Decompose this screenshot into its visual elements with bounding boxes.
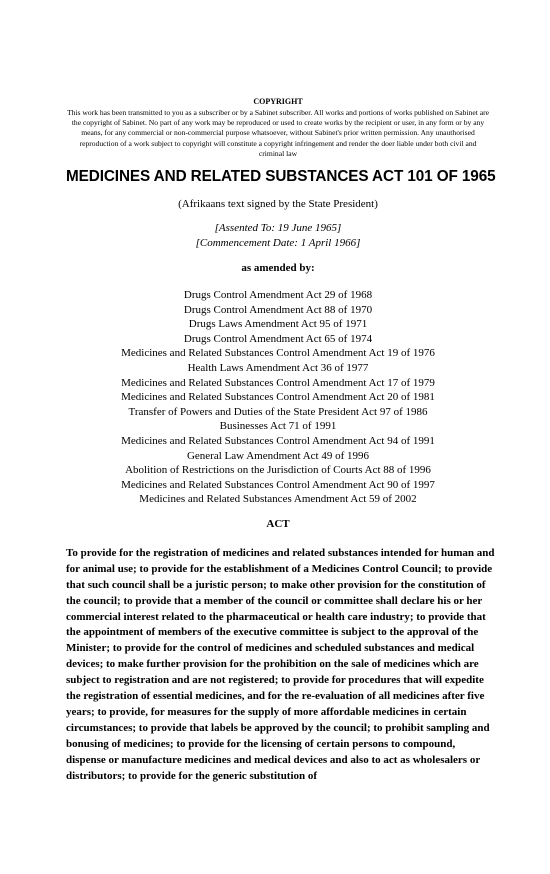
amendment-item: Medicines and Related Substances Control Amendment Act 19 of 1976 xyxy=(121,347,435,360)
amended-heading: as amended by: xyxy=(241,262,315,275)
amendment-item: Medicines and Related Substances Control Amendment Act 20 of 1981 xyxy=(121,391,435,404)
commencement-date: [Commencement Date: 1 April 1966] xyxy=(195,237,361,250)
amendment-item: Drugs Control Amendment Act 88 of 1970 xyxy=(183,303,373,316)
amendment-item: Medicines and Related Substances Control Amendment Act 94 of 1991 xyxy=(121,434,435,447)
long-title: To provide for the registration of medicines and related substances intended for human and for animal use; to provide for the establishment of a Medicines Control Council; to provide that such council shall be a juristic person; to make other provision for the constitution of the council; to provide that a member of the council or committee shall declare his or her commercial interest related to the pharmaceutical or health care industry; to provide that the appointment of members of the executive committee is subject to the approval of the Minister; to provide for the control of medicines and scheduled substances and medical devices; to make further provision for the prohibition on the sale of medicines which are subject to registration and are not registered; to provide for procedures that will expedite the registration of essential medicines, and for the re-evaluation of all medicines after five years; to provide, for measures for the supply of more affordable medicines in certain circumstances; to provide that labels be approved by the council; to prohibit sampling and bonusing of medicines; to provide for the licensing of certain persons to compound, dispense or manufacture medicines and medical devices and also to act as wholesalers or distributors; to provide for the generic substitution of xyxy=(66,546,495,782)
assented-date: [Assented To: 19 June 1965] xyxy=(214,222,342,235)
amendment-item: Medicines and Related Substances Control Amendment Act 17 of 1979 xyxy=(121,376,435,389)
amendment-item: Businesses Act 71 of 1991 xyxy=(219,420,337,433)
amendment-item: Drugs Control Amendment Act 29 of 1968 xyxy=(183,289,373,302)
act-title: MEDICINES AND RELATED SUBSTANCES ACT 101 OF 1965 xyxy=(66,168,496,186)
copyright-title: COPYRIGHT xyxy=(253,97,303,106)
signed-note: (Afrikaans text signed by the State President) xyxy=(178,198,378,211)
amendment-item: General Law Amendment Act 49 of 1996 xyxy=(186,449,370,462)
amendment-item: Transfer of Powers and Duties of the State President Act 97 of 1986 xyxy=(128,405,428,418)
copyright-text: This work has been transmitted to you as a subscriber or by a Sabinet subscriber. All works and portions of works published on Sabinet are the copyright of Sabinet. No part of any work may be reproduced or used to create works by the recipient or user, in any form or by any means, for any commercial or non-commercial purpose whatsoever, without Sabinet's prior written permission. Any unauthorised reproduction of a work subject to copyright will constitute a copyright infringement and render the doer liable under both civil and criminal law xyxy=(66,108,489,158)
amendment-list xyxy=(66,288,490,507)
act-dates xyxy=(66,221,490,251)
amendment-item: Medicines and Related Substances Control Amendment Act 90 of 1997 xyxy=(121,478,435,491)
amendment-item: Health Laws Amendment Act 36 of 1977 xyxy=(187,361,369,374)
document-page xyxy=(0,97,550,874)
amendment-item: Medicines and Related Substances Amendment Act 59 of 2002 xyxy=(139,493,417,506)
copyright-notice xyxy=(66,97,490,159)
amendment-item: Drugs Control Amendment Act 65 of 1974 xyxy=(183,332,373,345)
amendment-item: Drugs Laws Amendment Act 95 of 1971 xyxy=(188,318,368,331)
amendment-item: Abolition of Restrictions on the Jurisdiction of Courts Act 88 of 1996 xyxy=(125,464,431,477)
act-heading: ACT xyxy=(266,517,290,530)
